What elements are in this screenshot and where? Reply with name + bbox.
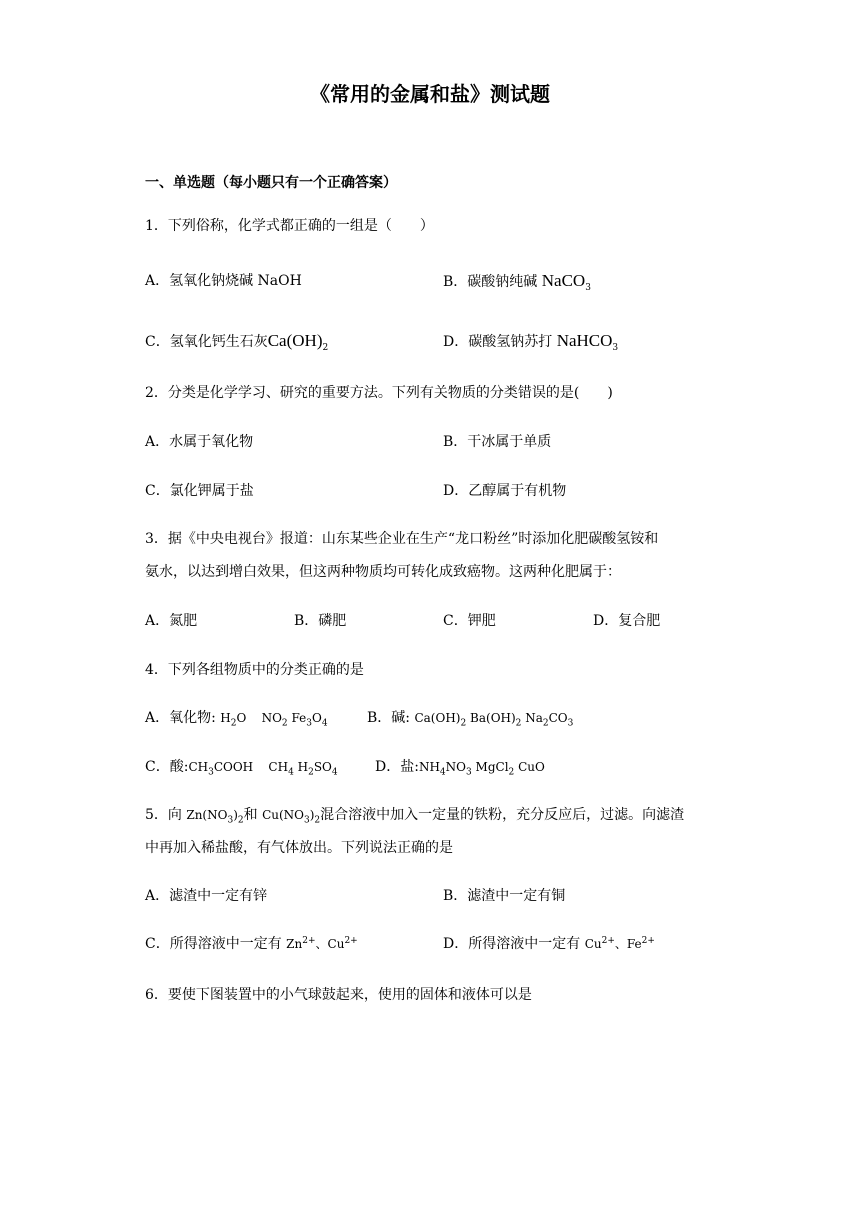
question-2-option-d: D．乙醇属于有机物 bbox=[443, 483, 567, 499]
question-5-option-c: C．所得溶液中一定有 $Zn^{2+}$、$Cu^{2+}$ bbox=[145, 936, 358, 952]
question-5-option-b: B．滤渣中一定有铜 bbox=[443, 888, 566, 904]
question-4-option-b: B．碱: $Ca(OH)_2$ $Ba(OH)_2$ $Na_2CO_3$ bbox=[367, 710, 574, 729]
question-3-option-a: A．氮肥 bbox=[145, 613, 198, 629]
question-3-option-d: D．复合肥 bbox=[593, 613, 661, 629]
question-3-option-c: C．钾肥 bbox=[443, 613, 496, 629]
page-title: 《常用的金属和盐》测试题 bbox=[310, 82, 550, 106]
question-5-option-a: A．滤渣中一定有锌 bbox=[145, 888, 268, 904]
question-2-option-b: B．干冰属于单质 bbox=[443, 434, 552, 450]
question-1-option-d: D．碳酸氢钠苏打 NaHCO$_3$ bbox=[443, 331, 619, 353]
question-4-option-a: A．氧化物: $H_2O$ $NO_2$ $Fe_3O_4$ bbox=[145, 710, 328, 729]
question-2-option-a: A．水属于氧化物 bbox=[145, 434, 254, 450]
question-3-option-b: B．磷肥 bbox=[294, 613, 347, 629]
question-1-stem: 1．下列俗称，化学式都正确的一组是（ ） bbox=[145, 218, 434, 234]
question-3-stem-line1: 3．据《中央电视台》报道：山东某些企业在生产“龙口粉丝”时添加化肥碳酸氢铵和 bbox=[145, 531, 659, 547]
question-2-option-c: C．氯化钾属于盐 bbox=[145, 483, 254, 499]
question-6-stem: 6．要使下图装置中的小气球鼓起来，使用的固体和液体可以是 bbox=[145, 987, 532, 1003]
question-5-stem-line1: 5．向 $Zn(NO_3)_2$和 $Cu(NO_3)_2$混合溶液中加入一定量的铁粉，充分反应后，过滤。向滤渣 bbox=[145, 807, 685, 826]
question-4-option-d: D．盐$:NH_4NO_3$ MgCl$_2$ CuO bbox=[375, 759, 545, 778]
question-4-option-c: C．酸$:CH_3COOH$ $CH_4$ $H_2SO_4$ bbox=[145, 759, 338, 778]
question-5-stem-line2: 中再加入稀盐酸，有气体放出。下列说法正确的是 bbox=[145, 840, 453, 856]
question-1-option-a: A．氢氧化钠烧碱 NaOH bbox=[145, 273, 302, 289]
question-1-option-b: B．碳酸钠纯碱 NaCO$_3$ bbox=[443, 271, 591, 293]
question-4-stem: 4．下列各组物质中的分类正确的是 bbox=[145, 662, 364, 678]
section-heading: 一、单选题（每小题只有一个正确答案） bbox=[145, 175, 397, 191]
question-3-stem-line2: 氨水，以达到增白效果，但这两种物质均可转化成致癌物。这两种化肥属于： bbox=[145, 564, 621, 580]
question-5-option-d: D．所得溶液中一定有 $Cu^{2+}$、$Fe^{2+}$ bbox=[443, 936, 655, 952]
question-1-option-c: C．氢氧化钙生石灰$Ca(OH)_2$ bbox=[145, 331, 329, 353]
question-2-stem: 2．分类是化学学习、研究的重要方法。下列有关物质的分类错误的是( ) bbox=[145, 385, 613, 401]
